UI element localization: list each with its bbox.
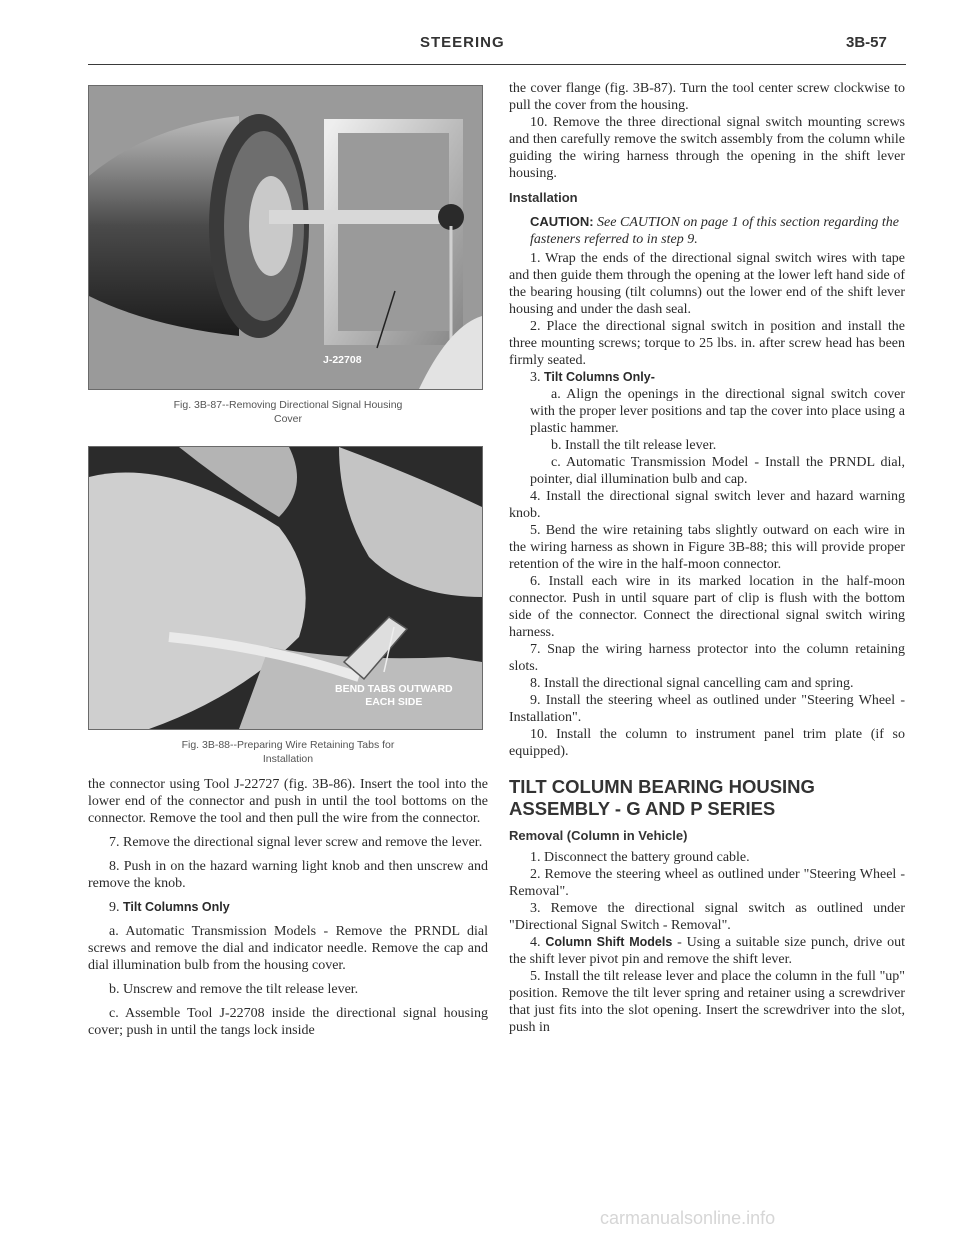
figure-3b-88-photo bbox=[88, 446, 483, 730]
callout-line: EACH SIDE bbox=[365, 696, 423, 708]
step-number: 3. bbox=[530, 370, 541, 385]
install-step-6: 6. Install each wire in its marked location in the half-moon connector. Push in until square part of clip is flush with the bottom side of the connector. Connect the directional signal switch wiring harness. bbox=[509, 574, 905, 640]
installation-heading: Installation bbox=[509, 190, 578, 205]
caution-text: See CAUTION on page 1 of this section regarding the fasteners referred to in step 9. bbox=[530, 215, 899, 247]
caption-line: Installation bbox=[262, 753, 314, 765]
caution-label: CAUTION: bbox=[530, 214, 594, 229]
figure-3b-88-caption bbox=[88, 738, 488, 766]
step-9 bbox=[88, 899, 488, 916]
right-column bbox=[509, 80, 905, 1036]
step-keyword: Tilt Columns Only- bbox=[544, 370, 655, 384]
section-heading-line: ASSEMBLY - G AND P SERIES bbox=[509, 798, 776, 819]
watermark: carmanualsonline.info bbox=[600, 1208, 776, 1228]
callout-line: BEND TABS OUTWARD bbox=[335, 683, 453, 695]
step-keyword: Column Shift Models bbox=[545, 935, 673, 949]
install-step-7: 7. Snap the wiring harness protector into the column retaining slots. bbox=[509, 642, 905, 674]
body-paragraph: the connector using Tool J-22727 (fig. 3B-86). Insert the tool into the lower end of the connector and push in until the tool bottoms on the connector. Remove the tool and then pull the wire from the connector. bbox=[88, 777, 488, 826]
install-step-2: 2. Place the directional signal switch in position and install the three mounting screws; torque to 25 lbs. in. after screw head has been firmly seated. bbox=[509, 319, 905, 368]
install-step-8: 8. Install the directional signal cancelling cam and spring. bbox=[530, 676, 854, 691]
install-step-1: 1. Wrap the ends of the directional signal switch wires with tape and then guide them through the opening at the lower left hand side of the bearing housing (tilt columns) out the lower end of the shift lever housing and under the dash seal. bbox=[509, 251, 905, 317]
section-heading bbox=[509, 776, 905, 820]
install-step-9: 9. Install the steering wheel as outlined under "Steering Wheel - Installation". bbox=[509, 693, 905, 725]
removal-step-1: 1. Disconnect the battery ground cable. bbox=[530, 850, 750, 865]
step-8: 8. Push in on the hazard warning light knob and then unscrew and remove the knob. bbox=[88, 859, 488, 891]
header-rule bbox=[88, 64, 906, 65]
figure-3b-87-caption bbox=[88, 398, 488, 426]
removal-heading: Removal (Column in Vehicle) bbox=[509, 828, 688, 843]
left-column bbox=[88, 80, 488, 1039]
install-step-3a: a. Align the openings in the directional signal switch cover with the proper lever positions and tap the cover into place using a plastic hammer. bbox=[530, 387, 905, 436]
install-step-3 bbox=[509, 369, 905, 386]
removal-step-5: 5. Install the tilt release lever and place the column in the full "up" position. Remove the tilt lever spring and retainer using a screwdriver that just fits into the slot opening. Insert the screwdriver into the slot, push in bbox=[509, 969, 905, 1035]
figure-3b-87-photo bbox=[88, 85, 483, 390]
install-step-10: 10. Install the column to instrument panel trim plate (if so equipped). bbox=[509, 727, 905, 759]
install-step-4: 4. Install the directional signal switch lever and hazard warning knob. bbox=[509, 489, 905, 521]
removal-step-2: 2. Remove the steering wheel as outlined under "Steering Wheel - Removal". bbox=[509, 867, 905, 899]
directional-signal-housing-photo bbox=[89, 86, 482, 389]
page-number: 3B-57 bbox=[846, 34, 887, 51]
section-heading-line: TILT COLUMN BEARING HOUSING bbox=[509, 776, 815, 797]
removal-step-4 bbox=[509, 934, 905, 968]
install-step-5: 5. Bend the wire retaining tabs slightly outward on each wire in the wiring harness as shown in Figure 3B-88; this will provide proper retention of the wire in the half-moon connector. bbox=[509, 523, 905, 572]
step-keyword: Tilt Columns Only bbox=[123, 900, 230, 914]
figure-3b-88-callout bbox=[335, 683, 453, 709]
step-9c: c. Assemble Tool J-22708 inside the directional signal housing cover; push in until the tangs lock inside bbox=[88, 1006, 488, 1038]
step-7: 7. Remove the directional signal lever screw and remove the lever. bbox=[109, 835, 483, 850]
caution-note bbox=[509, 213, 905, 248]
step-number: 4. bbox=[530, 935, 541, 950]
install-step-3c: c. Automatic Transmission Model - Install the PRNDL dial, pointer, dial illumination bulb and cap. bbox=[530, 455, 905, 487]
running-title: STEERING bbox=[420, 34, 505, 51]
step-number: 9. bbox=[109, 900, 120, 915]
caption-line: Cover bbox=[273, 413, 302, 425]
step-9a: a. Automatic Transmission Models - Remove the PRNDL dial screws and remove the dial and indicator needle. Remove the cap and dial illumination bulb from the housing cover. bbox=[88, 924, 488, 973]
step-text: - Using a suitable size punch, drive out the shift lever pivot pin and remove the shift lever. bbox=[509, 935, 905, 967]
caption-line: Fig. 3B-88--Preparing Wire Retaining Tabs for bbox=[181, 739, 395, 751]
body-paragraph: the cover flange (fig. 3B-87). Turn the tool center screw clockwise to pull the cover from the housing. bbox=[509, 81, 905, 113]
install-step-3b: b. Install the tilt release lever. bbox=[551, 438, 717, 453]
removal-step-3: 3. Remove the directional signal switch as outlined under "Directional Signal Switch - Removal". bbox=[509, 901, 905, 933]
caption-line: Fig. 3B-87--Removing Directional Signal Housing bbox=[173, 399, 403, 411]
step-10: 10. Remove the three directional signal switch mounting screws and then carefully remove the switch assembly from the column while guiding the wiring harness through the opening in the shift lever housing. bbox=[509, 115, 905, 181]
figure-3b-87-callout: J-22708 bbox=[323, 354, 362, 366]
step-9b: b. Unscrew and remove the tilt release lever. bbox=[109, 982, 359, 997]
